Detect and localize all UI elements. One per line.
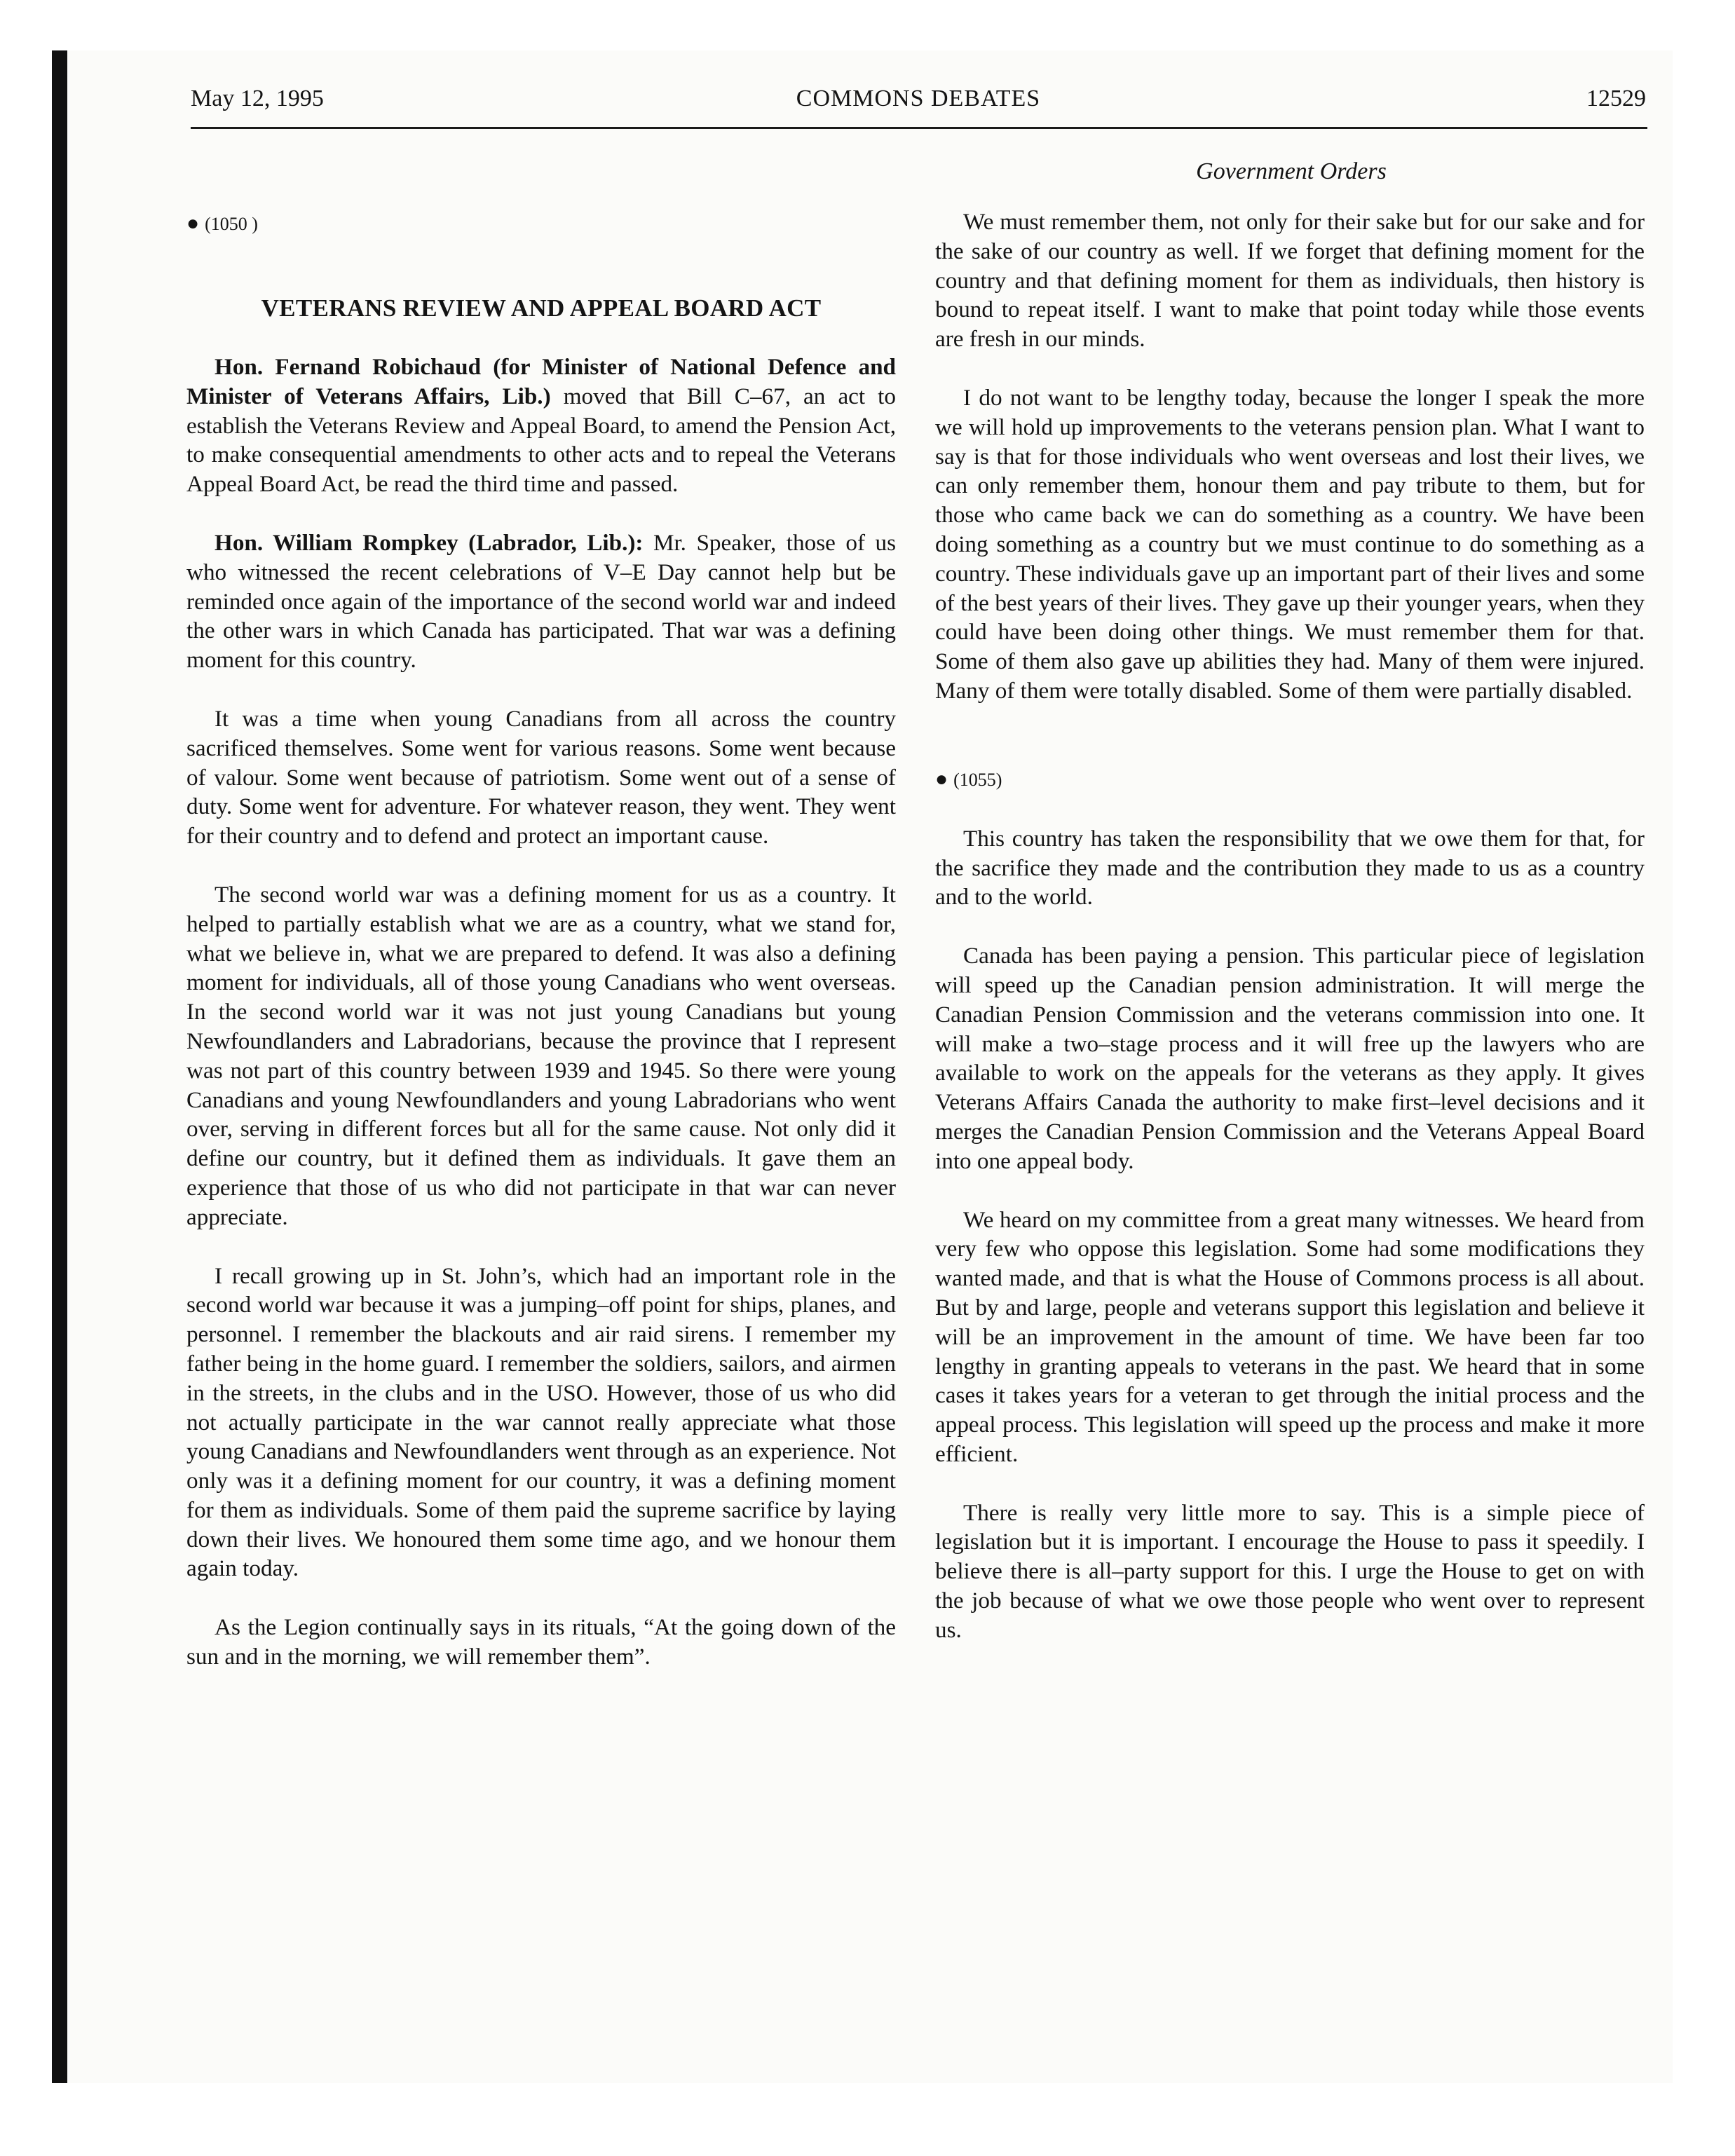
body-paragraph: This country has taken the responsibility that we owe them for that, for the sacrifice they made and the contribution they made to us as a country and to the world. (935, 825, 1645, 910)
bullet-icon: ● (935, 767, 948, 791)
speech-paragraph (186, 528, 896, 675)
bullet-icon: ● (186, 212, 200, 235)
header-rule (191, 127, 1647, 129)
header-date: May 12, 1995 (191, 86, 324, 111)
time-marker-text: (1050 ) (205, 214, 258, 234)
body-paragraph: There is really very little more to say. This is a simple piece of legislation but it is important. I encourage the House to pass it speedily. I believe there is all–party support for this. I urge the House to get on with the job because of what we owe those people who went over to represent us. (935, 1499, 1645, 1643)
bill-title: VETERANS REVIEW AND APPEAL BOARD ACT (261, 294, 822, 322)
body-paragraph: It was a time when young Canadians from all across the country sacrificed themselves. Some went for various reasons. Some went because of valour. Some went because of patriotism. Some went out of a sense of duty. Some went for adventure. For whatever reason, they went. They went for their country and to defend and protect an important cause. (186, 705, 896, 850)
body-paragraph: I do not want to be lengthy today, because the longer I speak the more we will hold up improvements to the veterans pension plan. What I want to say is that for those individuals who went overseas and lost their lives, we can only remember them, honour them and pay tribute to them, but for those who came back we can do something as a country. We have been doing something as a country but we must continue to do something as a country. These individuals gave up an important part of their lives and some of the best years of their lives. They gave up their younger years, when they could have been doing other things. We must remember them for that. Some of them also gave up abilities they had. Many of them were injured. Many of them were totally disabled. Some of them were partially disabled. (935, 384, 1645, 704)
time-marker (186, 209, 896, 239)
body-paragraph: I recall growing up in St. John’s, which had an important role in the second world war because it was a jumping–off point for ships, planes, and personnel. I remember the blackouts and air raid sirens. I remember my father being in the home guard. I remember the soldiers, sailors, and airmen in the streets, in the clubs and in the USO. However, those of us who did not actually participate in the war cannot really appreciate what those young Canadians and Newfoundlanders went through as an experience. Not only was it a defining moment for our country, it was a defining moment for them as individuals. Some of them paid the supreme sacrifice by laying down their lives. We honoured them some time ago, and we honour them again today. (186, 1262, 896, 1582)
body-paragraph: As the Legion continually says in its rituals, “At the going down of the sun and in the morning, we will remember them”. (186, 1614, 896, 1670)
speech-text: Mr. Speaker, those of us who witnessed the recent celebrations of V–E Day cannot help but be reminded once again of the importance of the second world war and indeed the other wars in which Canada has participated. That war was a defining moment for this country. (186, 529, 896, 674)
speaker-name: Hon. Fernand Robichaud (for Minister of National Defence and Minister of Veterans Affairs, Lib.) (186, 354, 896, 409)
binding-edge (52, 50, 67, 2083)
page-header (191, 86, 1646, 128)
motion-text: moved that Bill C–67, an act to establish the Veterans Review and Appeal Board, to amend the Pension Act, to make consequential amendments to other acts and to repeal the Veterans Appeal Board Act, be read the third time and passed. (186, 383, 896, 498)
section-label: Government Orders (1196, 158, 1387, 184)
header-publication: COMMONS DEBATES (796, 86, 1041, 111)
motion-paragraph (186, 353, 896, 499)
left-column (186, 209, 896, 1672)
time-marker (935, 765, 1645, 795)
body-paragraph: Canada has been paying a pension. This particular piece of legislation will speed up the Canadian pension administration. It will merge the Canadian Pension Commission and the veterans commission into one. It will make a two–stage process and it will free up the lawyers who are available to work on the appeals for the veterans as they apply. It gives Veterans Affairs Canada the authority to make first–level decisions and it merges the Canadian Pension Commission and the Veterans Appeal Board into one appeal body. (935, 943, 1645, 1174)
header-page-number: 12529 (1586, 86, 1646, 111)
body-paragraph: We must remember them, not only for their sake but for our sake and for the sake of our country as well. If we forget that defining moment for the country and that defining moment for them as individuals, then history is bound to repeat itself. I want to make that point today while those events are fresh in our minds. (935, 209, 1645, 353)
body-paragraph: We heard on my committee from a great many witnesses. We heard from very few who oppose this legislation. Some had some modifications they wanted made, and that is what the House of Commons process is all about. But by and large, people and veterans support this legislation and believe it will be an improvement in the amount of time. We have been far too lengthy in granting appeals to veterans in the past. We heard that in some cases it takes years for a veteran to get through the initial process and the appeal process. This legislation will speed up the process and make it more efficient. (935, 1206, 1645, 1467)
time-marker-text: (1055) (953, 769, 1002, 790)
speaker-name: Hon. William Rompkey (Labrador, Lib.): (215, 529, 644, 556)
body-paragraph: The second world war was a defining moment for us as a country. It helped to partially establish what we are as a country, what we stand for, what we believe in, what we are prepared to defend. It was also a defining moment for individuals, all of those young Canadians who went overseas. In the second world war it was not just young Canadians but young Newfoundlanders and Labradorians, because the province that I represent was not part of this country between 1939 and 1945. So there were young Canadians and young Newfoundlanders and young Labradorians who went over, serving in different forces but all for the same cause. Not only did it define our country, but it defined them as individuals. It gave them an experience that those of us who did not participate in that war can never appreciate. (186, 881, 896, 1230)
right-column (935, 207, 1645, 1645)
